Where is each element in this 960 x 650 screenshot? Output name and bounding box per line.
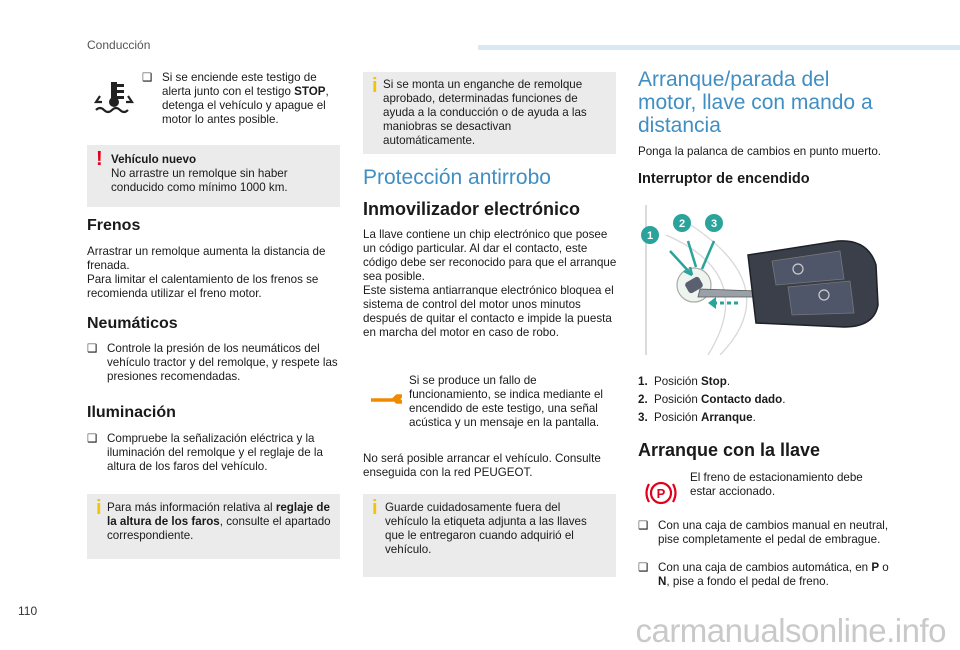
peugeot-text: No será posible arrancar el vehículo. Consulte enseguida con la red PEUGEOT.	[363, 452, 601, 479]
parking-brake-icon	[643, 478, 679, 508]
wrench-icon	[368, 388, 402, 410]
watermark: carmanualsonline.info	[635, 612, 946, 649]
new-vehicle-title: Vehículo nuevo	[111, 153, 197, 166]
lighting-text: ❑ Compruebe la señalización eléctrica y la iluminación del remolque y el reglaje de la altura de los faros del vehículo.	[87, 432, 323, 473]
parking-brake-text: El freno de estacionamiento debe estar accionado.	[690, 471, 863, 498]
tyres-title: Neumáticos	[87, 315, 178, 332]
antitheft-title: Protección antirrobo	[363, 166, 551, 189]
start-stop-title: Arranque/parada del motor, llave con mando a distancia	[638, 68, 873, 137]
page-number: 110	[18, 604, 38, 618]
brakes-title: Frenos	[87, 217, 141, 234]
callout-3: 3	[710, 218, 718, 230]
position-start: 3. Posición Arranque.	[638, 411, 756, 424]
tyres-text: ❑ Controle la presión de los neumáticos del vehículo tractor y del remolque, y respete las presiones recomendadas.	[87, 342, 338, 383]
tow-hitch-box: i Si se monta un enganche de remolque aprobado, determinadas funciones de ayuda a la conducción o de ayuda a las maniobras se desactivan automáticamente.	[363, 72, 616, 154]
brakes-text: Arrastrar un remolque aumenta la distancia de frenada. Para limitar el calentamiento de los frenos se recomienda utilizar el freno motor.	[87, 245, 326, 300]
callout-2: 2	[678, 218, 686, 230]
auto-gearbox-text: ❑ Con una caja de cambios automática, en P o N, pise a fondo el pedal de freno.	[638, 561, 889, 588]
immobiliser-title: Inmovilizador electrónico	[363, 199, 581, 219]
fault-text: Si se produce un fallo de funcionamiento, se indica mediante el encendido de este testigo, una señal acústica y un mensaje en la pantalla.	[409, 374, 603, 429]
callout-1: 1	[646, 230, 654, 242]
warning-lamp-text: ❑ Si se enciende este testigo de alerta junto con el testigo STOP, detenga el vehículo y apague el motor lo antes posible.	[142, 71, 329, 126]
key-start-title: Arranque con la llave	[638, 440, 821, 460]
info-icon: i	[372, 497, 378, 519]
key-label-box: i Guarde cuidadosamente fuera del vehículo la etiqueta adjunta a las llaves que le entregaron cuando adquirió el vehículo.	[363, 494, 616, 577]
lighting-title: Iluminación	[87, 404, 176, 421]
info-box-headlights: i Para más información relativa al reglaje de la altura de los faros, consulte el apartado correspondiente.	[87, 494, 340, 559]
new-vehicle-text: No arrastre un remolque sin haber conducido como mínimo 1000 km.	[111, 167, 288, 194]
position-stop: 1. Posición Stop.	[638, 375, 731, 388]
ignition-switch-title: Interruptor de encendido	[638, 171, 810, 187]
warning-icon: !	[96, 148, 103, 170]
info-icon: i	[96, 497, 102, 519]
intro-text: Ponga la palanca de cambios en punto muerto.	[638, 145, 881, 158]
bullet-marker: ❑	[142, 71, 153, 84]
positions-list	[638, 373, 898, 427]
section-header: Conducción	[87, 38, 151, 52]
immobiliser-text: La llave contiene un chip electrónico que posee un código particular. Al dar el contacto, este código debe ser reconocido para que el arranque sea posible. Este sistema antiarranque electrónico bloquea el sistema de control del motor unos minutos después de quitar el contacto e impide la puesta en marcha del motor en caso de robo.	[363, 228, 617, 339]
coolant-warning-icon	[92, 80, 136, 116]
header-bar	[478, 45, 960, 50]
info-icon: i	[372, 75, 378, 97]
ignition-key-illustration	[638, 205, 894, 355]
new-vehicle-box	[87, 145, 340, 207]
position-contact: 2. Posición Contacto dado.	[638, 393, 786, 406]
svg-text:P: P	[656, 486, 666, 501]
manual-gearbox-text: ❑ Con una caja de cambios manual en neutral, pise completamente el pedal de embrague.	[638, 519, 889, 546]
